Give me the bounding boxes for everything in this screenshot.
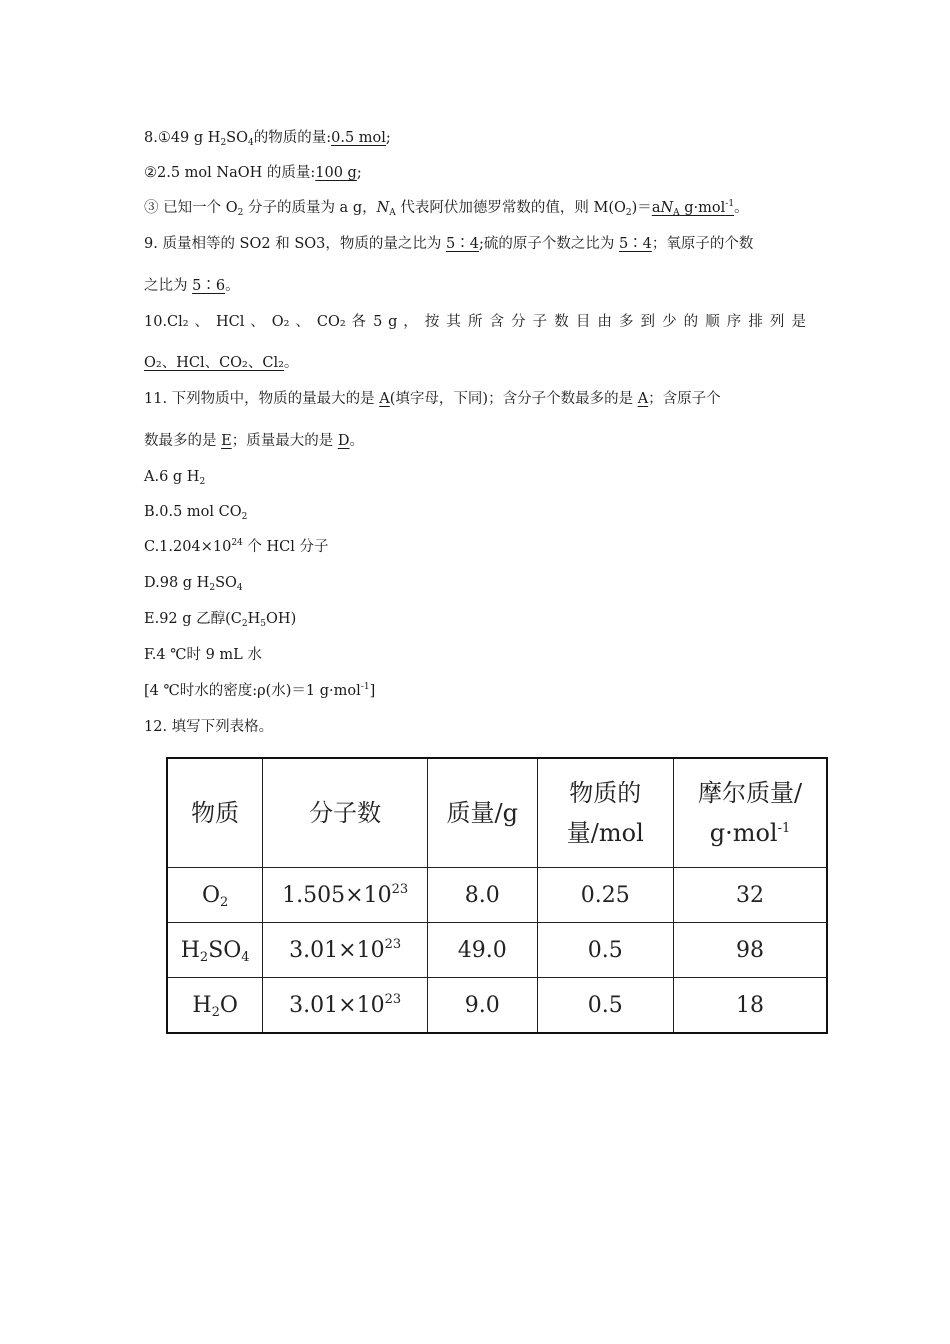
cell-amount: 0.5	[537, 923, 674, 978]
superscript: -1	[360, 682, 370, 692]
text: ]	[369, 683, 376, 699]
text: 代表阿伏加德罗常数的值，则 M(O	[395, 200, 626, 216]
answer: A	[379, 391, 390, 407]
q11-option-d	[144, 573, 243, 593]
text: [4 ℃时水的密度:ρ(水)＝1 g·mol	[144, 683, 361, 699]
q11-note	[144, 681, 375, 701]
subscript: 2	[220, 138, 227, 148]
superscript: -1	[725, 199, 735, 209]
q11-option-f: F.4 ℃时 9 mL 水	[144, 647, 262, 663]
cell-molecule-count	[263, 923, 428, 978]
text: (填字母，下同)；含分子个数最多的是	[389, 391, 638, 407]
answer: 100 g	[315, 165, 357, 181]
text: B.0.5 mol CO	[144, 504, 242, 520]
cell-mass: 8.0	[427, 868, 537, 923]
text: ;	[385, 130, 391, 146]
header-molar-mass	[674, 758, 827, 868]
superscript: 23	[384, 936, 402, 952]
subscript: 5	[260, 619, 267, 629]
text: ②2.5 mol NaOH 的质量:	[144, 165, 316, 181]
subscript: 2	[241, 512, 248, 522]
text: 摩尔质量/	[697, 779, 803, 807]
text: ③ 已知一个 O	[144, 200, 238, 216]
cell-molar-mass: 98	[674, 923, 827, 978]
answer: 5∶4	[445, 236, 479, 252]
text: O	[201, 882, 221, 908]
text: E.92 g 乙醇(C	[144, 611, 242, 627]
text: SO	[208, 937, 242, 963]
header-molecule-count: 分子数	[263, 758, 428, 868]
q11-line-2	[144, 431, 364, 451]
subscript: 4	[248, 138, 254, 148]
text: ；质量最大的是	[231, 433, 338, 449]
text: 。	[349, 433, 364, 449]
cell-molar-mass: 18	[674, 978, 827, 1034]
subscript: 2	[237, 208, 244, 218]
cell-molar-mass: 32	[674, 868, 827, 923]
q11-option-a	[144, 467, 205, 487]
answer-table	[166, 757, 828, 1034]
table-row	[167, 923, 827, 978]
table-header-row	[167, 758, 827, 868]
cell-mass: 9.0	[427, 978, 537, 1034]
q8-line-1	[144, 128, 391, 148]
text: ;硫的原子个数之比为	[478, 236, 619, 252]
header-mass: 质量/g	[427, 758, 537, 868]
text: )＝	[631, 200, 652, 216]
text: SO	[215, 575, 237, 591]
text: A.6 g H	[144, 469, 200, 485]
text: 11. 下列物质中，物质的量最大的是	[144, 391, 380, 407]
text: H	[247, 611, 261, 627]
text: 9. 质量相等的 SO2 和 SO3，物质的量之比为	[144, 236, 446, 252]
cell-molecule-count	[263, 978, 428, 1034]
text: C.1.204×10	[144, 539, 232, 555]
superscript: 23	[391, 881, 409, 897]
text: SO	[226, 130, 248, 146]
text: D.98 g H	[144, 575, 210, 591]
text: 3.01×10	[289, 937, 385, 963]
superscript: 24	[231, 538, 243, 548]
q11-option-e	[144, 609, 296, 629]
text: 数最多的是	[144, 433, 222, 449]
text: ；含原子个	[648, 391, 721, 407]
cell-formula	[167, 923, 263, 978]
subscript: A	[673, 208, 680, 218]
answer: D	[337, 433, 350, 449]
cell-formula	[167, 978, 263, 1034]
header-amount	[537, 758, 674, 868]
cell-amount: 0.5	[537, 978, 674, 1034]
text: ;	[356, 165, 362, 181]
header-substance: 物质	[167, 758, 263, 868]
text: O	[219, 992, 238, 1018]
answer: 5∶4	[618, 236, 652, 252]
subscript: 4	[236, 583, 243, 593]
q9-line-1	[144, 234, 753, 254]
subscript: 4	[241, 949, 250, 965]
subscript: 2	[220, 894, 229, 910]
subscript: 2	[209, 583, 216, 593]
cell-formula	[167, 868, 263, 923]
text: 。	[225, 278, 240, 294]
q11-line-1	[144, 389, 721, 409]
answer: 5∶6	[192, 278, 226, 294]
text: g·mol	[679, 200, 726, 216]
text: 之比为	[144, 278, 193, 294]
subscript: 2	[199, 949, 209, 965]
answer	[652, 200, 734, 216]
superscript: 23	[384, 991, 402, 1007]
text: 的物质的量:	[253, 130, 332, 146]
q12-title: 12. 填写下列表格。	[144, 719, 274, 735]
table-row	[167, 868, 827, 923]
text: 个 HCl 分子	[242, 539, 329, 555]
q9-line-2	[144, 276, 240, 296]
text: H	[192, 992, 212, 1018]
cell-mass: 49.0	[427, 923, 537, 978]
text: a	[651, 200, 661, 216]
q8-line-2	[144, 163, 362, 183]
answer: E	[221, 433, 232, 449]
q10-line-2	[144, 353, 298, 373]
subscript: 2	[199, 477, 206, 487]
subscript: 2	[625, 208, 632, 218]
answer: O₂、HCl、CO₂、Cl₂	[144, 355, 284, 371]
text: 。	[283, 355, 299, 371]
q10-line-1: 10.Cl₂ 、 HCl 、 O₂ 、 CO₂ 各 5 g ， 按 其 所 含 分 子 数 目 由 多 到 少 的 顺 序 排 列 是	[144, 314, 806, 330]
text: 分子的质量为 a g，	[243, 200, 377, 216]
table-row	[167, 978, 827, 1034]
text: 3.01×10	[289, 992, 385, 1018]
cell-amount: 0.25	[537, 868, 674, 923]
q8-line-3	[144, 198, 749, 218]
text: 8.①49 g H	[144, 130, 221, 146]
subscript: A	[389, 208, 396, 218]
q11-option-b	[144, 502, 247, 522]
cell-molecule-count	[263, 868, 428, 923]
text: 量/mol	[566, 819, 644, 847]
subscript: 2	[211, 1004, 220, 1020]
text: H	[180, 937, 200, 963]
text: N	[376, 200, 390, 216]
text: g·mol	[709, 819, 778, 847]
text: OH)	[266, 611, 297, 627]
q11-option-c	[144, 537, 328, 557]
text: N	[660, 200, 674, 216]
text: ；氧原子的个数	[651, 236, 754, 252]
answer: 0.5 mol	[331, 130, 386, 146]
text: 1.505×10	[282, 882, 392, 908]
subscript: 2	[241, 619, 248, 629]
superscript: -1	[777, 821, 791, 836]
answer: A	[637, 391, 649, 407]
text: 。	[734, 200, 749, 216]
text: 物质的	[569, 779, 642, 807]
